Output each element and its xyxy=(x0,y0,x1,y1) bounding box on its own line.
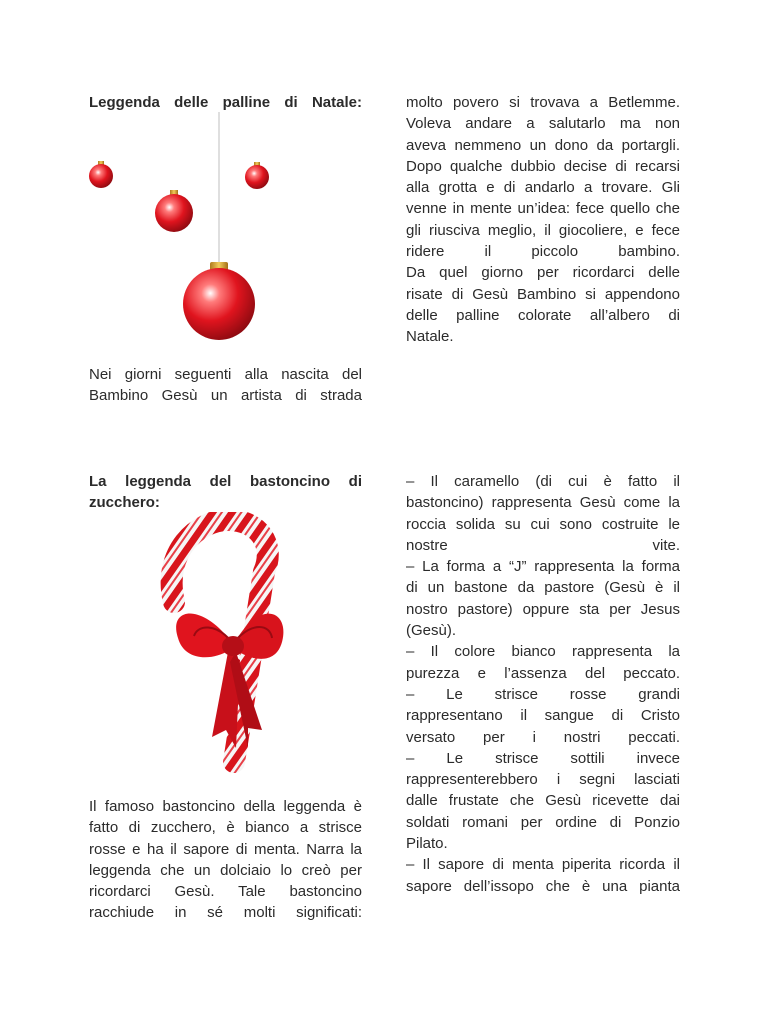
section2-left-paragraph: Il famoso bastoncino della leggenda è fatto di zucchero, è bianco a strisce rosse e ha il sapore di menta. Narra la leggenda che un dolciaio lo creò per ricordarci Gesù. Tale bastoncino racchiude in sé molti significati: xyxy=(89,798,362,922)
section1-right-paragraph: molto povero si trovava a Betlemme. Voleva andare a salutarlo ma non aveva nemmeno un dono da portargli. Dopo qualche dubbio decise di recarsi alla grotta e di andarlo a trovare. Gli venne in mente un’idea: fece quello che gli riusciva meglio, il giocoliere, e fece ridere il piccolo bambino. Da quel giorno per ricordarci delle risate di Gesù Bambino si appendono delle palline colorate all’albero di Natale. xyxy=(406,94,680,346)
candy-cane-icon xyxy=(150,512,290,774)
section1-title: Leggenda delle palline di Natale: xyxy=(89,94,362,111)
christmas-ornaments-icon xyxy=(86,112,276,347)
section1-left-paragraph: Nei giorni seguenti alla nascita del Bambino Gesù un artista di strada xyxy=(89,366,362,405)
section2-title: La leggenda del bastoncino di zucchero: xyxy=(89,473,362,512)
section2-right-paragraph: – Il caramello (di cui è fatto il bastoncino) rappresenta Gesù come la roccia solida su cui sono costruite le nostre vite. – La forma a “J” rappresenta la forma di un bastone da pastore (Gesù è il nostro pastore) oppure sta per Jesus (Gesù). – Il colore bianco rappresenta la purezza e l’assenza del peccato. – Le strisce rosse grandi rappresentano il sangue di Cristo versato per i nostri peccati. – Le strisce sottili invece rappresenterebbero i segni lasciati dalle frustate che Gesù ricevette dai soldati romani per ordine di Ponzio Pilato. – Il sapore di menta piperita ricorda il sapore dell’issopo che è una pianta xyxy=(406,473,680,895)
